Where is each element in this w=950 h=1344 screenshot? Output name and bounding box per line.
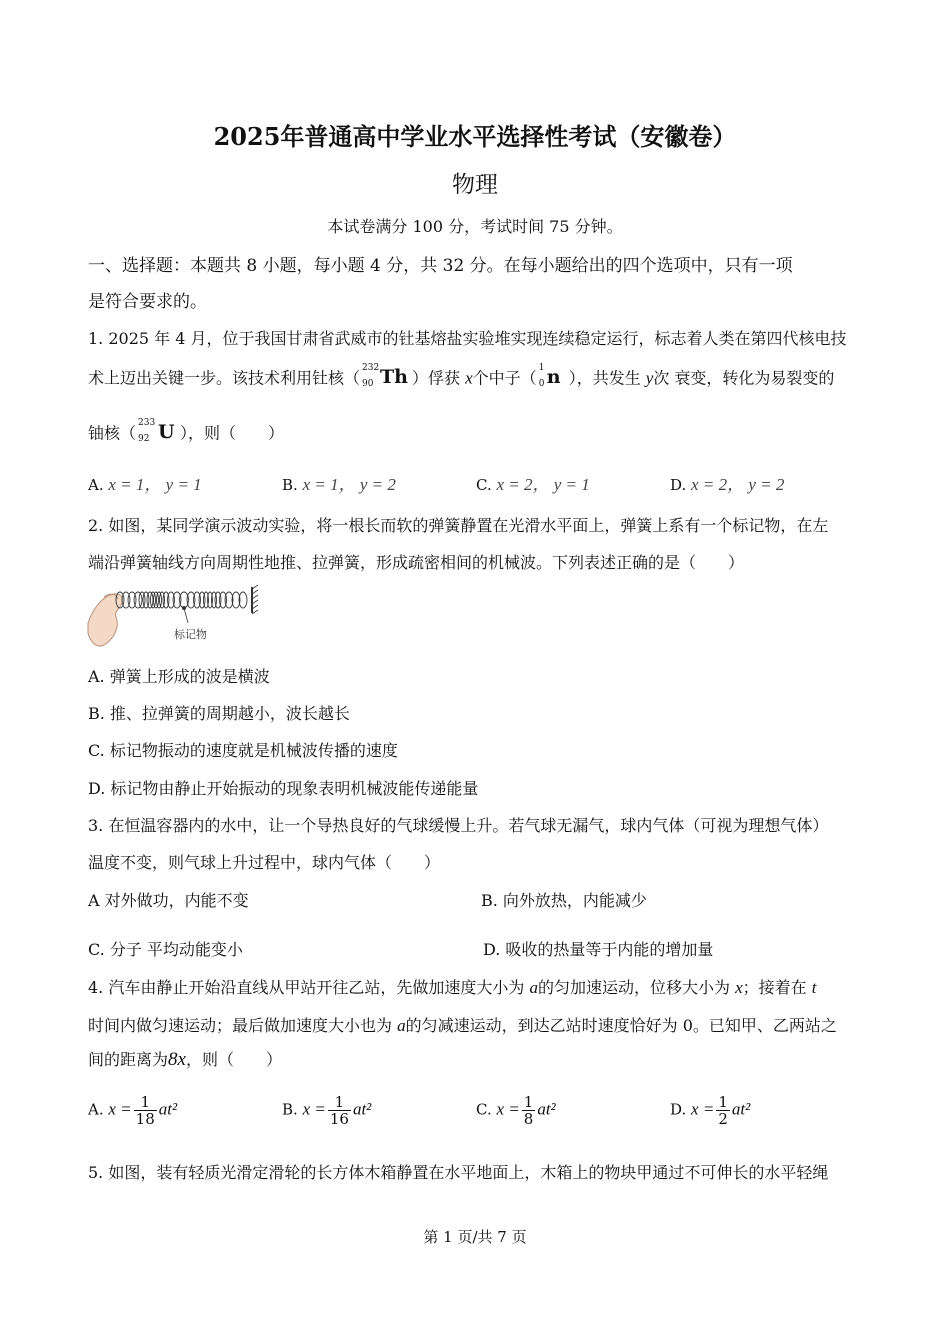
exam-title: 2025年普通高中学业水平选择性考试（安徽卷） xyxy=(213,122,737,151)
q1-line2: 术上迈出关键一步。该技术利用钍核（ 232 90 Th ）俘获 x个中子（ 1 0 n ），共发生 y次 衰变，转化为易裂变的 xyxy=(88,363,834,395)
q3-option-b[interactable]: B. 向外放热，内能减少 xyxy=(481,891,647,910)
subject-title: 物理 xyxy=(452,172,498,198)
q2-option-c[interactable]: C. 标记物振动的速度就是机械波传播的速度 xyxy=(88,741,398,760)
q4-option-c[interactable]: C. x = $\frac{1}{8}$ at² xyxy=(476,1093,556,1128)
uranium-nucleus: 233 92 U xyxy=(138,418,175,444)
q2-option-d[interactable]: D. 标记物由静止开始振动的现象表明机械波能传递能量 xyxy=(88,779,479,798)
q2-option-a[interactable]: A. 弹簧上形成的波是横波 xyxy=(88,667,270,686)
section-heading-line2: 是符合要求的。 xyxy=(88,292,207,312)
q3-line2: 温度不变，则气球上升过程中，球内气体（ ） xyxy=(88,853,441,872)
q5-line1: 5. 如图，装有轻质光滑定滑轮的长方体木箱静置在水平地面上，木箱上的物块甲通过不可伸长的水平轻绳 xyxy=(88,1163,829,1182)
section-heading-line1: 一、选择题：本题共 8 小题，每小题 4 分，共 32 分。在每小题给出的四个选项中，只有一项 xyxy=(88,256,793,276)
q1-option-a[interactable]: A. x = 1， y = 1 xyxy=(88,475,202,494)
q1-option-b[interactable]: B. x = 1， y = 2 xyxy=(282,475,396,494)
q1-option-d[interactable]: D. x = 2， y = 2 xyxy=(670,475,785,494)
q3-option-d[interactable]: D. 吸收的热量等于内能的增加量 xyxy=(483,940,714,959)
thorium-nucleus: 232 90 Th xyxy=(362,363,408,389)
q2-line2: 端沿弹簧轴线方向周期性地推、拉弹簧，形成疏密相间的机械波。下列表述正确的是（ ） xyxy=(88,553,745,572)
q1-line1: 1. 2025 年 4 月，位于我国甘肃省武威市的钍基熔盐实验堆实现连续稳定运行，标志着人类在第四代核电技 xyxy=(88,329,847,348)
q4-line2: 时间内做匀速运动；最后做加速度大小也为 a的匀减速运动，到达乙站时速度恰好为 0。已知甲、乙两站之 xyxy=(88,1016,837,1035)
hand-icon xyxy=(88,594,122,646)
spring-icon xyxy=(116,592,247,608)
q3-line1: 3. 在恒温容器内的水中，让一个导热良好的气球缓慢上升。若气球无漏气，球内气体（可视为理想气体） xyxy=(88,816,829,835)
page-footer: 第 1 页/共 7 页 xyxy=(423,1228,527,1246)
q4-line3: 间的距离为8x，则（ ） xyxy=(88,1049,282,1070)
q3-option-c[interactable]: C. 分子 平均动能变小 xyxy=(88,940,243,959)
figure-label: 标记物 xyxy=(174,628,207,641)
neutron-symbol: 1 0 n xyxy=(538,363,561,389)
q4-line1: 4. 汽车由静止开始沿直线从甲站开往乙站，先做加速度大小为 a的匀加速运动，位移大小为 x；接着在 t xyxy=(88,978,817,997)
q1-option-c[interactable]: C. x = 2， y = 1 xyxy=(476,475,590,494)
q2-line1: 2. 如图，某同学演示波动实验，将一根长而软的弹簧静置在光滑水平面上，弹簧上系有一个标记物，在左 xyxy=(88,516,829,535)
q1-line3: 铀核（ 233 92 U ），则（ ） xyxy=(88,418,284,450)
marker-icon xyxy=(182,606,186,610)
exam-note: 本试卷满分 100 分，考试时间 75 分钟。 xyxy=(327,217,623,236)
q4-option-b[interactable]: B. x = $\frac{1}{16}$ at² xyxy=(282,1093,372,1128)
q2-option-b[interactable]: B. 推、拉弹簧的周期越小，波长越长 xyxy=(88,704,350,723)
q4-option-a[interactable]: A. x = $\frac{1}{18}$ at² xyxy=(88,1093,178,1128)
q4-option-d[interactable]: D. x = $\frac{1}{2}$ at² xyxy=(670,1093,751,1128)
spring-figure xyxy=(86,583,262,653)
q3-option-a[interactable]: A 对外做功，内能不变 xyxy=(88,891,249,910)
